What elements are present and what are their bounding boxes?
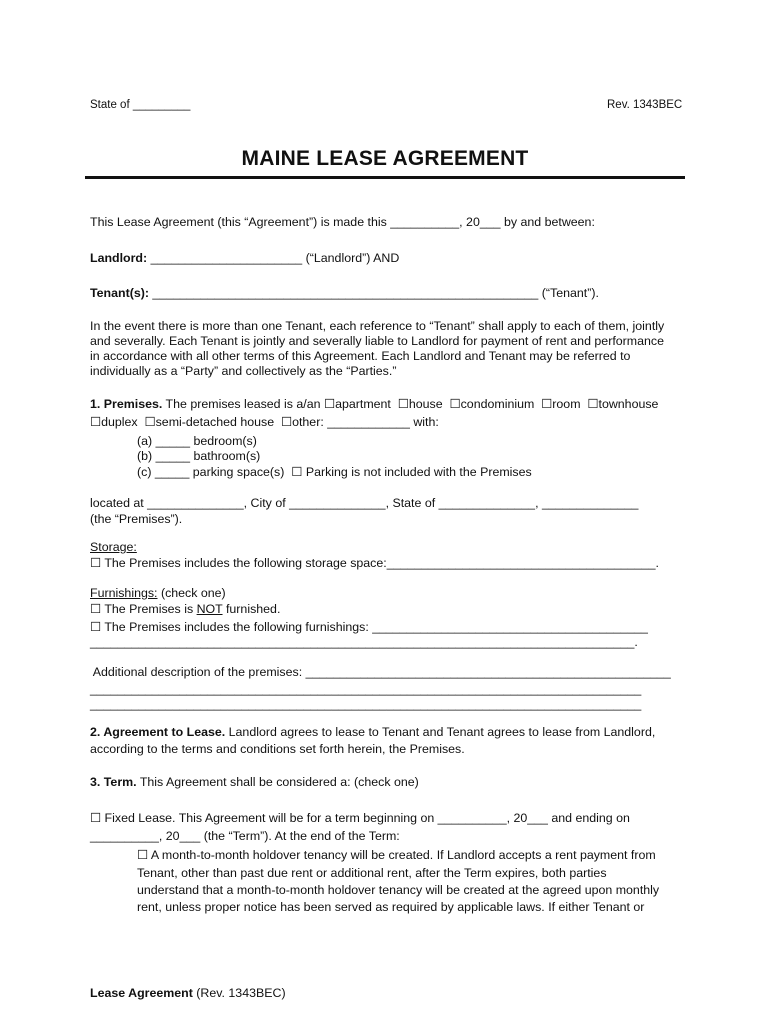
- premises-parking: (c) _____ parking space(s) ☐ Parking is not included with the Premises: [137, 465, 532, 479]
- fixed-lease-line-1: ☐ Fixed Lease. This Agreement will be for a term beginning on __________, 20___ and ending on: [90, 811, 630, 825]
- holdover-line-2: Tenant, other than past due rent or additional rent, after the Term expires, both parties: [137, 866, 607, 880]
- location-line-1: located at ______________, City of ______________, State of ______________, ______________: [90, 496, 639, 510]
- premises-line-2: ☐duplex ☐semi-detached house ☐other: ____________ with:: [90, 415, 439, 429]
- multi-tenant-line-1: In the event there is more than one Tenant, each reference to “Tenant” shall apply to each of them, jointly: [90, 319, 665, 333]
- furnishings-includes-line: ☐ The Premises includes the following furnishings: ________________________________________: [90, 620, 648, 634]
- not-emphasis: NOT: [196, 602, 223, 616]
- page-footer: [90, 985, 286, 1001]
- premises-label: 1. Premises.: [90, 397, 163, 411]
- multi-tenant-line-3: in accordance with all other terms of this Agreement. Each Landlord and Tenant may be referred to: [90, 349, 631, 363]
- landlord-text: ______________________ (“Landlord”) AND: [147, 251, 400, 265]
- footer-title: Lease Agreement: [90, 986, 193, 1000]
- tenant-label: Tenant(s):: [90, 286, 149, 300]
- premises-bathrooms: (b) _____ bathroom(s): [137, 449, 261, 463]
- agreement-label: 2. Agreement to Lease.: [90, 725, 226, 739]
- furnishings-not-line: ☐ The Premises is NOT furnished.: [90, 602, 281, 616]
- landlord-line: [90, 250, 399, 266]
- location-line-2: (the “Premises”).: [90, 512, 183, 526]
- fixed-lease-line-2: __________, 20___ (the “Term”). At the end of the Term:: [90, 829, 400, 843]
- premises-bedrooms: (a) _____ bedroom(s): [137, 434, 257, 448]
- tenant-text: ________________________________________________________ (“Tenant”).: [148, 286, 599, 300]
- revision-number: Rev. 1343BEC: [607, 99, 683, 111]
- multi-tenant-line-2: and severally. Each Tenant is jointly and severally liable to Landlord for payment of rent and performance: [90, 334, 664, 348]
- title-rule: [85, 176, 685, 179]
- agreement-line-2: according to the terms and conditions set forth herein, the Premises.: [90, 742, 465, 756]
- additional-line-1: Additional description of the premises: _____________________________________________________: [90, 665, 671, 679]
- intro-line: This Lease Agreement (this “Agreement”) is made this __________, 20___ by and between:: [90, 215, 595, 229]
- footer-revision: (Rev. 1343BEC): [192, 986, 286, 1000]
- premises-line-1: 1. Premises. The premises leased is a/an ☐apartment ☐house ☐condominium ☐room ☐townhouse: [90, 397, 659, 411]
- additional-line-2: ________________________________________________________________________________: [90, 682, 642, 696]
- tenant-line: [90, 285, 599, 301]
- state-field: State of _________: [90, 99, 191, 111]
- agreement-line-1: 2. Agreement to Lease. Landlord agrees to lease to Tenant and Tenant agrees to lease from Landlord,: [90, 725, 656, 739]
- furnishings-heading-line: Furnishings: (check one): [90, 586, 226, 600]
- holdover-line-4: rent, unless proper notice has been served as required by applicable laws. If either Tenant or: [137, 900, 645, 914]
- multi-tenant-line-4: individually as a “Party” and collectively as the “Parties.”: [90, 364, 397, 378]
- holdover-line-3: understand that a month-to-month holdover tenancy will be created at the agreed upon monthly: [137, 883, 660, 897]
- furnishings-heading: Furnishings:: [90, 586, 158, 600]
- additional-line-3: ________________________________________________________________________________: [90, 697, 642, 711]
- landlord-label: Landlord:: [90, 251, 148, 265]
- holdover-line-1: ☐ A month-to-month holdover tenancy will be created. If Landlord accepts a rent payment from: [137, 848, 656, 862]
- storage-heading: Storage:: [90, 540, 137, 554]
- term-line: 3. Term. This Agreement shall be considered a: (check one): [90, 775, 419, 789]
- storage-line: ☐ The Premises includes the following storage space:_______________________________________.: [90, 556, 659, 570]
- document-title: MAINE LEASE AGREEMENT: [241, 147, 529, 170]
- term-label: 3. Term.: [90, 775, 137, 789]
- furnishings-blank-line: _______________________________________________________________________________.: [90, 635, 638, 649]
